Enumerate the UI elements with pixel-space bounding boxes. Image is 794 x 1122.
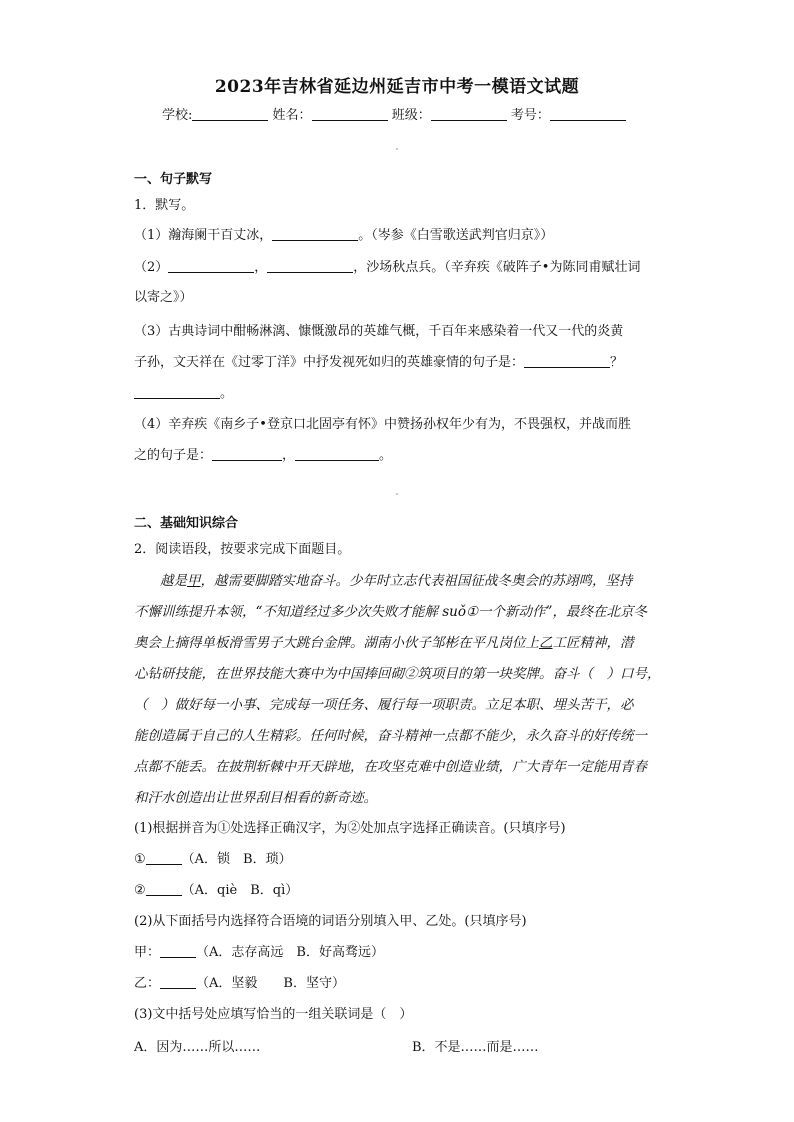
passage-line: （ ）做好每一小事、完成每一项任务、履行每一项职责。立足本职、埋头苦干，必 [134, 697, 634, 713]
school-field[interactable] [192, 107, 268, 121]
name-label: 姓名： [272, 108, 312, 123]
section1-heading: 一、句子默写 [134, 172, 213, 187]
class-field[interactable] [431, 107, 507, 121]
answer-blank[interactable] [524, 355, 610, 368]
sub1-item-b: ② （A．qiè B．qì） [134, 883, 299, 898]
answer-blank[interactable] [160, 945, 196, 958]
separator-dot [396, 148, 398, 150]
q1-item-2: （2） ， ，沙场秋点兵。（辛弃疾《破阵子•为陈同甫赋壮词 [134, 260, 641, 275]
answer-blank[interactable] [267, 260, 353, 273]
sub2-item-yi: 乙： （A．坚毅 B．坚守） [134, 976, 345, 991]
passage-line: 越是甲，越需要脚踏实地奋斗。少年时立志代表祖国征战冬奥会的苏翊鸣，坚持 [160, 573, 633, 589]
answer-blank[interactable] [146, 883, 182, 896]
passage-line: 奥会上摘得单板滑雪男子大跳台金牌。湖南小伙子邹彬在平凡岗位上乙工匠精神，潜 [134, 635, 634, 651]
answer-blank[interactable] [295, 448, 379, 461]
sub1-item-a: ① （A．锁 B．琐） [134, 852, 292, 867]
passage-line: 能创造属于自己的人生精彩。任何时候，奋斗精神一点都不能少，永久奋斗的好传统一 [134, 728, 647, 744]
answer-blank[interactable] [146, 852, 182, 865]
q1-item-3-cont2: 。 [134, 382, 233, 401]
exam-no-label: 考号： [510, 108, 550, 123]
option-a[interactable]: A．因为……所以…… [134, 1040, 261, 1055]
sub-question-1: (1)根据拼音为①处选择正确汉字，为②处加点字选择正确读音。(只填序号) [134, 821, 566, 836]
answer-blank[interactable] [134, 386, 220, 399]
passage-line: 点都不能丢。在披荆斩棘中开天辟地，在攻坚克难中创造业绩，广大青年一定能用青春 [134, 759, 647, 775]
q1-item-4-cont: 之的句子是： ， 。 [134, 448, 393, 463]
class-label: 班级： [391, 108, 431, 123]
q1-item-3-cont: 子孙，文天祥在《过零丁洋》中抒发视死如归的英雄豪情的句子是： ？ [134, 355, 624, 370]
answer-blank[interactable] [168, 260, 254, 273]
q1-item-4: （4）辛弃疾《南乡子•登京口北固亭有怀》中赞扬孙权年少有为，不畏强权，并战而胜 [134, 417, 631, 432]
q1-item-3: （3）古典诗词中酣畅淋漓、慷慨激昂的英雄气概，千百年来感染着一代又一代的炎黄 [134, 324, 624, 339]
sub-question-2: (2)从下面括号内选择符合语境的词语分别填入甲、乙处。(只填序号) [134, 914, 527, 929]
separator-dot [396, 493, 398, 495]
q1-item-1: （1）瀚海阑干百丈冰， 。（岑参《白雪歌送武判官归京》） [134, 228, 554, 243]
sub2-item-jia: 甲： （A．志存高远 B．好高骛远） [134, 945, 384, 960]
answer-blank[interactable] [160, 976, 196, 989]
school-label: 学校: [162, 108, 193, 123]
page-title: 2023年吉林省延边州延吉市中考一模语文试题 [214, 77, 580, 97]
section2-heading: 二、基础知识综合 [134, 516, 239, 531]
name-field[interactable] [312, 107, 388, 121]
blank-jia: 甲 [187, 573, 201, 589]
passage-line: 不懈训练提升本领，“不知道经过多少次失败才能解 suǒ①一个新动作”，最终在北京冬 [134, 604, 647, 620]
option-b[interactable]: B．不是……而是…… [412, 1040, 539, 1055]
exam-no-field[interactable] [550, 107, 626, 121]
question-1: 1．默写。 [134, 198, 195, 213]
answer-blank[interactable] [212, 448, 282, 461]
blank-yi: 乙 [539, 635, 553, 651]
question-2: 2．阅读语段，按要求完成下面题目。 [134, 542, 351, 557]
passage-line: 和汗水创造出让世界刮目相看的新奇迹。 [134, 790, 377, 806]
answer-blank[interactable] [272, 228, 358, 241]
sub-question-3: (3)文中括号处应填写恰当的一组关联词是（ ） [134, 1007, 413, 1022]
student-info-row [162, 104, 626, 123]
q1-item-2-cont: 以寄之》） [134, 290, 193, 305]
passage-line: 心钻研技能，在世界技能大赛中为中国捧回砌②筑项目的第一块奖牌。奋斗（ ）口号， [134, 666, 661, 682]
